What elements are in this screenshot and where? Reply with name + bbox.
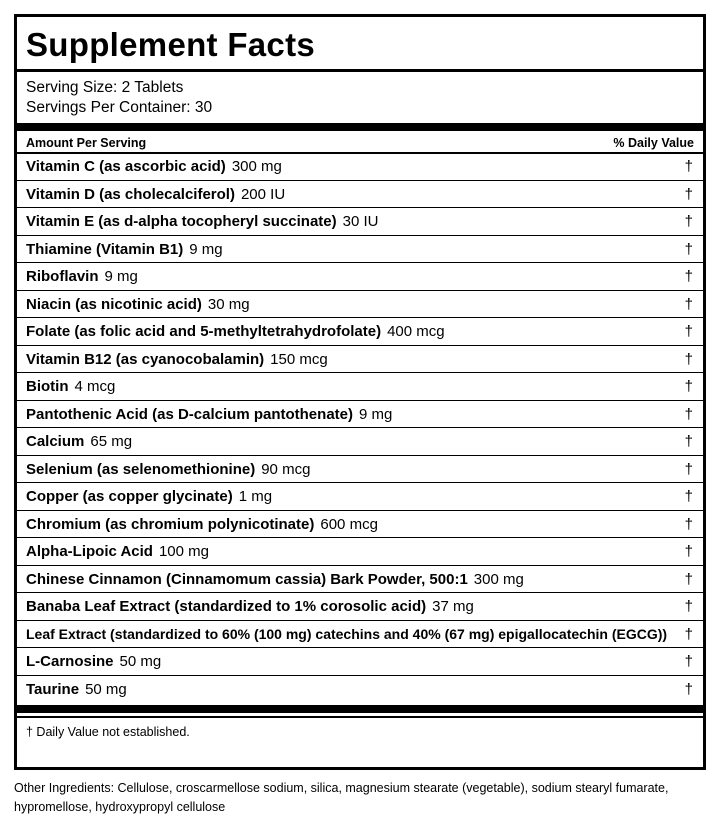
other-ingredients: Other Ingredients: Cellulose, croscarmellose sodium, silica, magnesium stearate (vegetable), sodium stearyl fumarate, hypromellose, hydroxypropyl cellulose [14,781,669,814]
nutrient-name: Calcium [26,433,85,450]
nutrient-amount: 90 mcg [261,460,311,478]
daily-value-cell: † [684,405,693,423]
daily-value-cell: † [684,653,693,670]
nutrient-name: Vitamin D (as cholecalciferol) [26,185,235,203]
nutrient-name: Riboflavin [26,268,99,285]
daily-value-cell: † [684,268,693,285]
table-row [17,153,703,181]
nutrient-cell [26,346,328,373]
nutrient-amount: 50 mg [85,680,127,698]
nutrient-name: Chinese Cinnamon (Cinnamomum cassia) Bark Powder, 500:1 [26,570,468,588]
nutrient-rows [17,153,703,703]
nutrient-cell [26,483,272,510]
daily-value-cell: † [684,625,693,643]
daily-value-cell: † [684,185,693,203]
servings-per-container: Servings Per Container: 30 [26,99,213,116]
nutrient-amount: 400 mcg [387,323,445,340]
table-row [17,676,703,704]
nutrient-amount: 65 mg [90,433,133,450]
table-row [17,538,703,566]
table-row [17,291,703,319]
nutrient-cell [26,373,115,400]
daily-value-cell: † [684,295,693,313]
table-row [17,208,703,236]
table-row [17,236,703,264]
serving-size: Serving Size: 2 Tablets [26,79,184,96]
nutrient-name: Vitamin C (as ascorbic acid) [26,158,226,175]
title-divider [17,69,703,72]
nutrient-amount: 9 mg [359,405,393,423]
nutrient-name: Taurine [26,680,80,698]
nutrient-name: Vitamin E (as d-alpha tocopheryl succinate) [26,213,337,230]
daily-value-cell: † [684,488,693,505]
table-row [17,511,703,539]
nutrient-name: Thiamine (Vitamin B1) [26,240,184,258]
nutrient-name: L-Carnosine [26,653,114,670]
table-row [17,346,703,374]
nutrient-name: Vitamin B12 (as cyanocobalamin) [26,350,265,368]
supplement-facts-panel [14,14,706,770]
nutrient-cell [26,208,379,235]
footnote: † Daily Value not established. [26,725,190,739]
daily-value-cell: † [684,460,693,478]
table-row [17,318,703,346]
daily-value-cell: † [684,543,693,560]
table-row [17,263,703,291]
nutrient-amount: 30 IU [342,213,379,230]
nutrient-amount: 150 mcg [270,350,328,368]
nutrient-amount: 600 mcg [320,515,378,533]
nutrient-cell [26,236,223,263]
nutrient-name: Chromium (as chromium polynicotinate) [26,515,315,533]
footnote-divider [17,716,703,718]
nutrient-amount: 9 mg [189,240,223,258]
nutrient-amount: 4 mcg [74,378,116,395]
daily-value-cell: † [684,158,693,175]
nutrient-cell [26,566,524,593]
table-row [17,456,703,484]
nutrient-amount: 200 IU [240,185,286,203]
table-row [17,401,703,429]
nutrient-cell [26,291,250,318]
nutrient-cell [26,318,445,345]
nutrient-name: Niacin (as nicotinic acid) [26,295,202,313]
table-row [17,621,703,649]
nutrient-name: Copper (as copper glycinate) [26,488,233,505]
table-row [17,648,703,676]
thick-divider-bottom [17,705,703,713]
nutrient-amount: 30 mg [207,295,250,313]
daily-value-cell: † [684,680,693,698]
nutrient-cell [26,538,209,565]
daily-value-cell: † [684,213,693,230]
nutrient-amount: 300 mg [231,158,282,175]
nutrient-cell [26,676,127,703]
nutrient-name: Banaba Leaf Extract (standardized to 1% corosolic acid) [26,598,427,615]
daily-value-cell: † [684,323,693,340]
table-row [17,373,703,401]
daily-value-cell: † [684,433,693,450]
nutrient-amount: 50 mg [119,653,162,670]
nutrient-amount: 100 mg [158,543,209,560]
nutrient-name: Pantothenic Acid (as D-calcium pantothenate) [26,405,353,423]
daily-value-cell: † [684,515,693,533]
thick-divider-top [17,123,703,131]
nutrient-amount: 9 mg [104,268,138,285]
nutrient-cell [26,428,132,455]
nutrient-cell [26,621,667,648]
nutrient-amount: 300 mg [473,570,524,588]
table-row [17,428,703,456]
nutrient-name: Biotin [26,378,69,395]
daily-value-cell: † [684,378,693,395]
daily-value-cell: † [684,240,693,258]
nutrient-cell [26,511,378,538]
table-row [17,181,703,209]
nutrient-name: Folate (as folic acid and 5-methyltetrahydrofolate) [26,323,382,340]
nutrient-amount: 37 mg [432,598,474,615]
nutrient-name: Alpha-Lipoic Acid [26,543,153,560]
table-row [17,566,703,594]
table-row [17,593,703,621]
nutrient-name: Selenium (as selenomethionine) [26,460,256,478]
nutrient-amount: 1 mg [238,488,273,505]
daily-value-cell: † [684,598,693,615]
nutrient-cell [26,456,310,483]
daily-value-cell: † [684,350,693,368]
nutrient-cell [26,153,282,180]
nutrient-cell [26,181,285,208]
nutrient-cell [26,263,138,290]
nutrient-cell [26,401,392,428]
daily-value-label: % Daily Value [613,136,694,150]
amount-per-serving-label: Amount Per Serving [26,136,147,150]
panel-title: Supplement Facts [26,26,316,63]
nutrient-cell [26,593,474,620]
nutrient-name: Leaf Extract (standardized to 60% (100 mg) catechins and 40% (67 mg) epigallocatechin (EGCG)) [26,625,668,642]
table-row [17,483,703,511]
daily-value-cell: † [684,570,693,588]
nutrient-cell [26,648,161,675]
